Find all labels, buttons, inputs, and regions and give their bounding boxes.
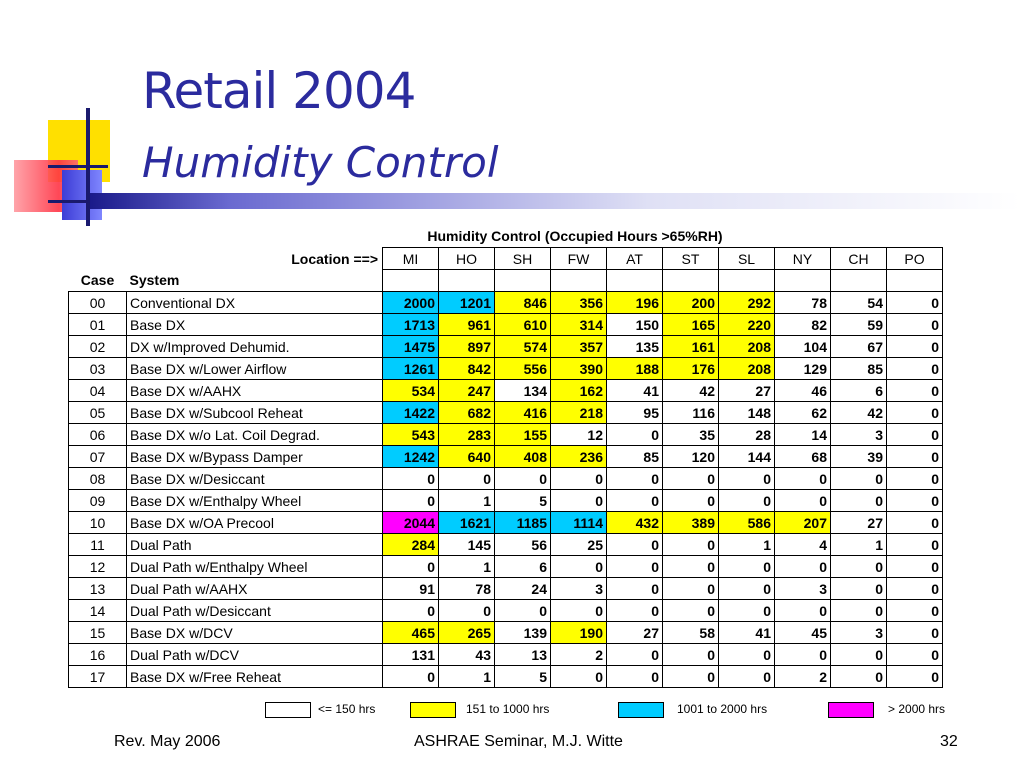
case-number: 04 xyxy=(69,380,127,402)
hours-cell: 0 xyxy=(551,468,607,490)
hours-cell: 961 xyxy=(439,314,495,336)
hours-cell: 43 xyxy=(439,644,495,666)
legend-label: <= 150 hrs xyxy=(318,702,376,716)
hours-cell: 3 xyxy=(831,622,887,644)
case-number: 05 xyxy=(69,402,127,424)
case-number: 15 xyxy=(69,622,127,644)
hours-cell: 104 xyxy=(775,336,831,358)
hours-cell: 0 xyxy=(887,336,943,358)
hours-cell: 1261 xyxy=(383,358,439,380)
hours-cell: 0 xyxy=(439,600,495,622)
hours-cell: 0 xyxy=(495,468,551,490)
location-header: CH xyxy=(831,248,887,270)
legend xyxy=(0,700,1024,720)
hours-cell: 150 xyxy=(607,314,663,336)
legend-swatch xyxy=(265,702,311,718)
hours-cell: 42 xyxy=(663,380,719,402)
hours-cell: 1 xyxy=(439,556,495,578)
footer-seminar: ASHRAE Seminar, M.J. Witte xyxy=(414,733,623,750)
hours-cell: 190 xyxy=(551,622,607,644)
hours-cell: 27 xyxy=(719,380,775,402)
hours-cell: 6 xyxy=(831,380,887,402)
location-header: ST xyxy=(663,248,719,270)
hours-cell: 408 xyxy=(495,446,551,468)
hours-cell: 236 xyxy=(551,446,607,468)
table-row xyxy=(69,578,943,600)
hours-cell: 682 xyxy=(439,402,495,424)
hours-cell: 556 xyxy=(495,358,551,380)
hours-cell: 116 xyxy=(663,402,719,424)
legend-swatch xyxy=(828,702,874,718)
hours-cell: 5 xyxy=(495,490,551,512)
table-row xyxy=(69,336,943,358)
hours-cell: 356 xyxy=(551,292,607,314)
hours-cell: 0 xyxy=(775,490,831,512)
hours-cell: 846 xyxy=(495,292,551,314)
hours-cell: 35 xyxy=(663,424,719,446)
hours-cell: 85 xyxy=(831,358,887,380)
hours-cell: 218 xyxy=(551,402,607,424)
case-number: 08 xyxy=(69,468,127,490)
hours-cell: 0 xyxy=(551,556,607,578)
table-row xyxy=(69,534,943,556)
hours-cell: 188 xyxy=(607,358,663,380)
hours-cell: 25 xyxy=(551,534,607,556)
hours-cell: 0 xyxy=(663,534,719,556)
table-caption: Humidity Control (Occupied Hours >65%RH) xyxy=(427,228,723,244)
location-header: MI xyxy=(383,248,439,270)
hours-cell: 0 xyxy=(607,490,663,512)
hours-cell: 265 xyxy=(439,622,495,644)
system-header: System xyxy=(129,272,180,289)
table-row xyxy=(69,512,943,534)
hours-cell: 0 xyxy=(887,644,943,666)
case-number: 17 xyxy=(69,666,127,688)
hours-cell: 1 xyxy=(831,534,887,556)
hours-cell: 0 xyxy=(663,644,719,666)
case-number: 07 xyxy=(69,446,127,468)
case-number: 14 xyxy=(69,600,127,622)
hours-cell: 640 xyxy=(439,446,495,468)
table-row xyxy=(69,358,943,380)
hours-cell: 1422 xyxy=(383,402,439,424)
hours-cell: 3 xyxy=(831,424,887,446)
hours-cell: 543 xyxy=(383,424,439,446)
hours-cell: 145 xyxy=(439,534,495,556)
hours-cell: 3 xyxy=(775,578,831,600)
hours-cell: 0 xyxy=(887,622,943,644)
hours-cell: 0 xyxy=(663,490,719,512)
system-name: Base DX w/OA Precool xyxy=(127,512,383,534)
hours-cell: 574 xyxy=(495,336,551,358)
hours-cell: 0 xyxy=(383,468,439,490)
hours-cell: 0 xyxy=(383,666,439,688)
hours-cell: 67 xyxy=(831,336,887,358)
hours-cell: 39 xyxy=(831,446,887,468)
hours-cell: 1 xyxy=(439,490,495,512)
hours-cell: 2 xyxy=(551,644,607,666)
table-row xyxy=(69,600,943,622)
hours-cell: 14 xyxy=(775,424,831,446)
hours-cell: 0 xyxy=(775,644,831,666)
hours-cell: 2 xyxy=(775,666,831,688)
hours-cell: 3 xyxy=(551,578,607,600)
hours-cell: 129 xyxy=(775,358,831,380)
hours-cell: 200 xyxy=(663,292,719,314)
hours-cell: 131 xyxy=(383,644,439,666)
hours-cell: 135 xyxy=(607,336,663,358)
case-header: Case xyxy=(80,272,115,289)
hours-cell: 0 xyxy=(887,556,943,578)
system-name: Dual Path w/Enthalpy Wheel xyxy=(127,556,383,578)
hours-cell: 2000 xyxy=(383,292,439,314)
hours-cell: 0 xyxy=(383,556,439,578)
location-header: HO xyxy=(439,248,495,270)
hours-cell: 0 xyxy=(383,490,439,512)
hours-cell: 0 xyxy=(775,556,831,578)
hours-cell: 45 xyxy=(775,622,831,644)
table-row xyxy=(69,380,943,402)
hours-cell: 5 xyxy=(495,666,551,688)
hours-cell: 162 xyxy=(551,380,607,402)
hours-cell: 176 xyxy=(663,358,719,380)
hours-cell: 0 xyxy=(887,512,943,534)
hours-cell: 1242 xyxy=(383,446,439,468)
location-header: AT xyxy=(607,248,663,270)
hours-cell: 247 xyxy=(439,380,495,402)
hours-cell: 58 xyxy=(663,622,719,644)
hours-cell: 165 xyxy=(663,314,719,336)
location-header: NY xyxy=(775,248,831,270)
legend-label: 1001 to 2000 hrs xyxy=(677,702,768,716)
system-name: Base DX w/AAHX xyxy=(127,380,383,402)
hours-cell: 1201 xyxy=(439,292,495,314)
system-name: Dual Path w/Desiccant xyxy=(127,600,383,622)
hours-cell: 0 xyxy=(887,490,943,512)
hours-cell: 155 xyxy=(495,424,551,446)
hours-cell: 0 xyxy=(383,600,439,622)
hours-cell: 0 xyxy=(831,556,887,578)
table-row xyxy=(69,402,943,424)
hours-cell: 27 xyxy=(831,512,887,534)
hours-cell: 161 xyxy=(663,336,719,358)
hours-cell: 0 xyxy=(551,666,607,688)
table-row xyxy=(69,490,943,512)
hours-cell: 1475 xyxy=(383,336,439,358)
hours-cell: 534 xyxy=(383,380,439,402)
hours-cell: 0 xyxy=(719,600,775,622)
case-number: 12 xyxy=(69,556,127,578)
hours-cell: 0 xyxy=(719,556,775,578)
case-number: 03 xyxy=(69,358,127,380)
hours-cell: 0 xyxy=(607,534,663,556)
hours-cell: 0 xyxy=(887,468,943,490)
hours-cell: 0 xyxy=(887,358,943,380)
location-header: FW xyxy=(551,248,607,270)
hours-cell: 59 xyxy=(831,314,887,336)
hours-cell: 0 xyxy=(887,534,943,556)
case-number: 02 xyxy=(69,336,127,358)
hours-cell: 897 xyxy=(439,336,495,358)
system-name: Base DX w/Bypass Damper xyxy=(127,446,383,468)
hours-cell: 0 xyxy=(887,314,943,336)
hours-cell: 207 xyxy=(775,512,831,534)
hours-cell: 0 xyxy=(831,490,887,512)
hours-cell: 208 xyxy=(719,336,775,358)
hours-cell: 0 xyxy=(831,578,887,600)
hours-cell: 465 xyxy=(383,622,439,644)
hours-cell: 134 xyxy=(495,380,551,402)
hours-cell: 196 xyxy=(607,292,663,314)
location-header: SL xyxy=(719,248,775,270)
hours-cell: 0 xyxy=(663,666,719,688)
hours-cell: 0 xyxy=(887,292,943,314)
footer-revision: Rev. May 2006 xyxy=(114,733,221,750)
decor-horizontal-line xyxy=(48,165,108,168)
hours-cell: 82 xyxy=(775,314,831,336)
hours-cell: 24 xyxy=(495,578,551,600)
hours-cell: 610 xyxy=(495,314,551,336)
table-row xyxy=(69,446,943,468)
hours-cell: 0 xyxy=(887,578,943,600)
hours-cell: 78 xyxy=(439,578,495,600)
legend-label: 151 to 1000 hrs xyxy=(466,702,550,716)
hours-cell: 95 xyxy=(607,402,663,424)
hours-cell: 314 xyxy=(551,314,607,336)
case-number: 13 xyxy=(69,578,127,600)
hours-cell: 0 xyxy=(831,600,887,622)
hours-cell: 0 xyxy=(663,600,719,622)
hours-cell: 78 xyxy=(775,292,831,314)
hours-cell: 0 xyxy=(607,556,663,578)
hours-cell: 0 xyxy=(607,578,663,600)
system-name: Base DX w/o Lat. Coil Degrad. xyxy=(127,424,383,446)
legend-swatch xyxy=(410,702,456,718)
hours-cell: 0 xyxy=(775,468,831,490)
hours-cell: 6 xyxy=(495,556,551,578)
case-number: 01 xyxy=(69,314,127,336)
hours-cell: 41 xyxy=(719,622,775,644)
hours-cell: 292 xyxy=(719,292,775,314)
location-label: Location ==> xyxy=(291,250,378,267)
hours-cell: 41 xyxy=(607,380,663,402)
system-name: Base DX w/DCV xyxy=(127,622,383,644)
system-name: Base DX w/Subcool Reheat xyxy=(127,402,383,424)
case-number: 06 xyxy=(69,424,127,446)
location-header: SH xyxy=(495,248,551,270)
table-row xyxy=(69,622,943,644)
hours-cell: 0 xyxy=(607,644,663,666)
table-row xyxy=(69,556,943,578)
hours-cell: 0 xyxy=(663,468,719,490)
hours-cell: 1713 xyxy=(383,314,439,336)
hours-cell: 85 xyxy=(607,446,663,468)
hours-cell: 0 xyxy=(775,600,831,622)
legend-swatch xyxy=(618,702,664,718)
hours-cell: 0 xyxy=(887,600,943,622)
hours-cell: 148 xyxy=(719,402,775,424)
hours-cell: 0 xyxy=(887,446,943,468)
system-name: Dual Path w/AAHX xyxy=(127,578,383,600)
case-number: 09 xyxy=(69,490,127,512)
title-underline-bar xyxy=(90,193,1020,209)
hours-cell: 12 xyxy=(551,424,607,446)
hours-cell: 0 xyxy=(607,424,663,446)
slide-title: Retail 2004 xyxy=(142,62,416,120)
hours-cell: 0 xyxy=(607,468,663,490)
system-name: Dual Path xyxy=(127,534,383,556)
hours-cell: 68 xyxy=(775,446,831,468)
hours-cell: 0 xyxy=(831,644,887,666)
hours-cell: 0 xyxy=(439,468,495,490)
hours-cell: 120 xyxy=(663,446,719,468)
case-number: 11 xyxy=(69,534,127,556)
hours-cell: 0 xyxy=(719,666,775,688)
hours-cell: 0 xyxy=(887,380,943,402)
hours-cell: 586 xyxy=(719,512,775,534)
hours-cell: 0 xyxy=(831,468,887,490)
system-name: Base DX w/Enthalpy Wheel xyxy=(127,490,383,512)
hours-cell: 144 xyxy=(719,446,775,468)
hours-cell: 4 xyxy=(775,534,831,556)
system-name: Base DX w/Lower Airflow xyxy=(127,358,383,380)
system-name: Dual Path w/DCV xyxy=(127,644,383,666)
hours-cell: 0 xyxy=(495,600,551,622)
location-header-row xyxy=(69,248,943,270)
table-row xyxy=(69,424,943,446)
system-name: Base DX xyxy=(127,314,383,336)
hours-cell: 0 xyxy=(887,424,943,446)
case-number: 10 xyxy=(69,512,127,534)
hours-cell: 0 xyxy=(663,578,719,600)
hours-cell: 0 xyxy=(551,490,607,512)
column-header-row xyxy=(69,270,943,292)
hours-cell: 0 xyxy=(831,666,887,688)
hours-cell: 283 xyxy=(439,424,495,446)
table-row xyxy=(69,644,943,666)
hours-cell: 0 xyxy=(719,644,775,666)
case-number: 16 xyxy=(69,644,127,666)
hours-cell: 54 xyxy=(831,292,887,314)
hours-cell: 91 xyxy=(383,578,439,600)
hours-cell: 0 xyxy=(607,600,663,622)
table-row xyxy=(69,314,943,336)
hours-cell: 842 xyxy=(439,358,495,380)
hours-cell: 432 xyxy=(607,512,663,534)
hours-cell: 220 xyxy=(719,314,775,336)
hours-cell: 0 xyxy=(551,600,607,622)
legend-label: > 2000 hrs xyxy=(888,702,946,716)
system-name: Conventional DX xyxy=(127,292,383,314)
hours-cell: 2044 xyxy=(383,512,439,534)
table-row xyxy=(69,666,943,688)
hours-cell: 0 xyxy=(887,402,943,424)
hours-cell: 27 xyxy=(607,622,663,644)
hours-cell: 208 xyxy=(719,358,775,380)
hours-cell: 0 xyxy=(887,666,943,688)
hours-cell: 390 xyxy=(551,358,607,380)
table-row xyxy=(69,292,943,314)
hours-cell: 28 xyxy=(719,424,775,446)
hours-cell: 62 xyxy=(775,402,831,424)
hours-cell: 389 xyxy=(663,512,719,534)
case-number: 00 xyxy=(69,292,127,314)
hours-cell: 1185 xyxy=(495,512,551,534)
hours-cell: 0 xyxy=(719,490,775,512)
humidity-table xyxy=(68,247,943,688)
slide-subtitle: Humidity Control xyxy=(142,138,499,187)
system-name: DX w/Improved Dehumid. xyxy=(127,336,383,358)
system-name: Base DX w/Free Reheat xyxy=(127,666,383,688)
footer-page-number: 32 xyxy=(940,733,958,750)
hours-cell: 284 xyxy=(383,534,439,556)
hours-cell: 357 xyxy=(551,336,607,358)
hours-cell: 1114 xyxy=(551,512,607,534)
hours-cell: 46 xyxy=(775,380,831,402)
hours-cell: 139 xyxy=(495,622,551,644)
hours-cell: 1621 xyxy=(439,512,495,534)
hours-cell: 0 xyxy=(607,666,663,688)
hours-cell: 1 xyxy=(439,666,495,688)
hours-cell: 0 xyxy=(719,468,775,490)
hours-cell: 13 xyxy=(495,644,551,666)
hours-cell: 1 xyxy=(719,534,775,556)
hours-cell: 416 xyxy=(495,402,551,424)
hours-cell: 56 xyxy=(495,534,551,556)
location-header: PO xyxy=(887,248,943,270)
hours-cell: 0 xyxy=(663,556,719,578)
hours-cell: 42 xyxy=(831,402,887,424)
table-row xyxy=(69,468,943,490)
hours-cell: 0 xyxy=(719,578,775,600)
system-name: Base DX w/Desiccant xyxy=(127,468,383,490)
